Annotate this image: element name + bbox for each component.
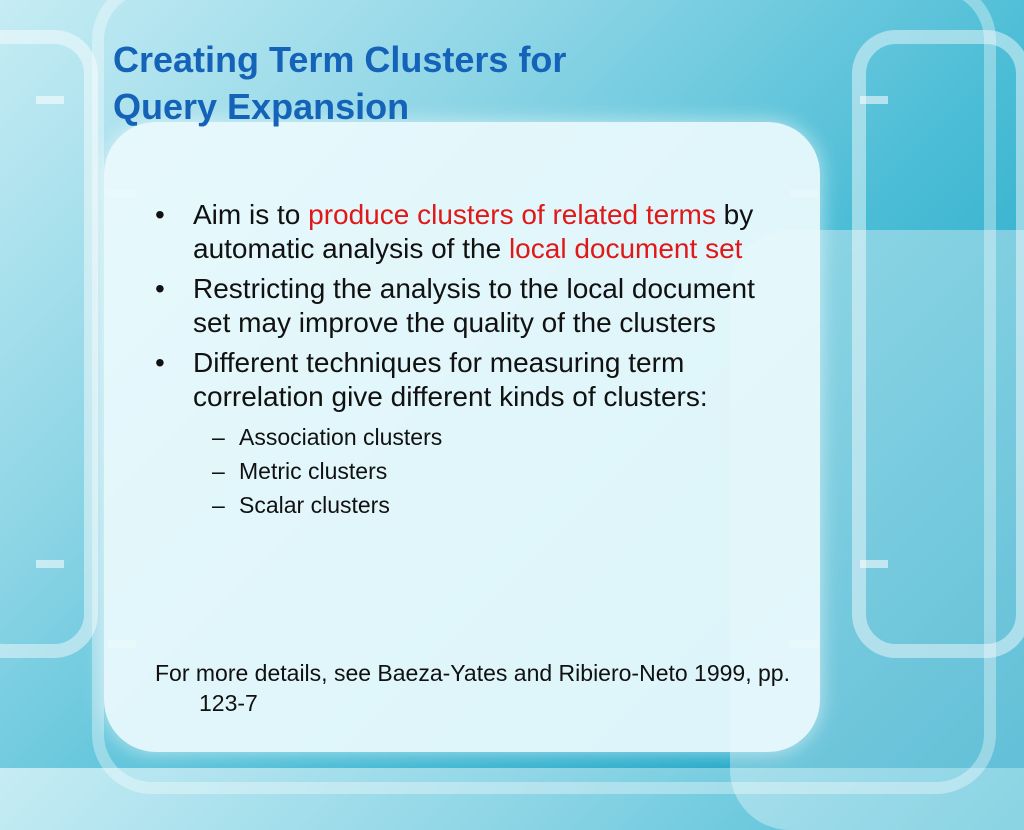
sub-bullet-text: Association clusters xyxy=(239,424,443,450)
highlight-text: produce clusters of related terms xyxy=(308,199,716,230)
sub-bullet-item xyxy=(155,488,755,522)
decorative-tick xyxy=(36,96,64,104)
bullet-marker: • xyxy=(155,199,165,230)
bullet-item-techniques xyxy=(155,346,755,414)
bullet-marker: • xyxy=(155,347,165,378)
highlight-text: local document set xyxy=(508,233,743,264)
decorative-tick xyxy=(860,96,888,104)
bullet-text: Restricting the analysis to the local document set may improve the quality of the clusters xyxy=(193,273,755,338)
bullet-text: Aim is to xyxy=(193,199,309,230)
reference-note: For more details, see Baeza-Yates and Ribiero-Neto 1999, pp. 123-7 xyxy=(155,660,790,716)
bullet-item-aim xyxy=(155,198,755,266)
bullet-text: Different techniques for measuring term correlation give different kinds of clusters: xyxy=(193,347,708,412)
bullet-marker: • xyxy=(155,273,165,304)
sub-bullet-marker: – xyxy=(212,458,225,484)
slide-title-line1: Creating Term Clusters for xyxy=(113,39,567,80)
sub-bullet-marker: – xyxy=(212,424,225,450)
decorative-tick xyxy=(36,560,64,568)
slide-title-line2: Query Expansion xyxy=(113,86,410,127)
sub-bullet-marker: – xyxy=(212,492,225,518)
decorative-tick xyxy=(860,560,888,568)
sub-bullet-item xyxy=(155,454,755,488)
sub-bullet-item xyxy=(155,420,755,454)
bullet-item-restricting xyxy=(155,272,755,340)
sub-bullet-text: Metric clusters xyxy=(239,458,388,484)
bullet-text: by automatic analysis of the xyxy=(193,199,754,264)
sub-bullet-text: Scalar clusters xyxy=(239,492,390,518)
slide-title xyxy=(113,36,753,130)
bullet-list xyxy=(155,198,755,522)
